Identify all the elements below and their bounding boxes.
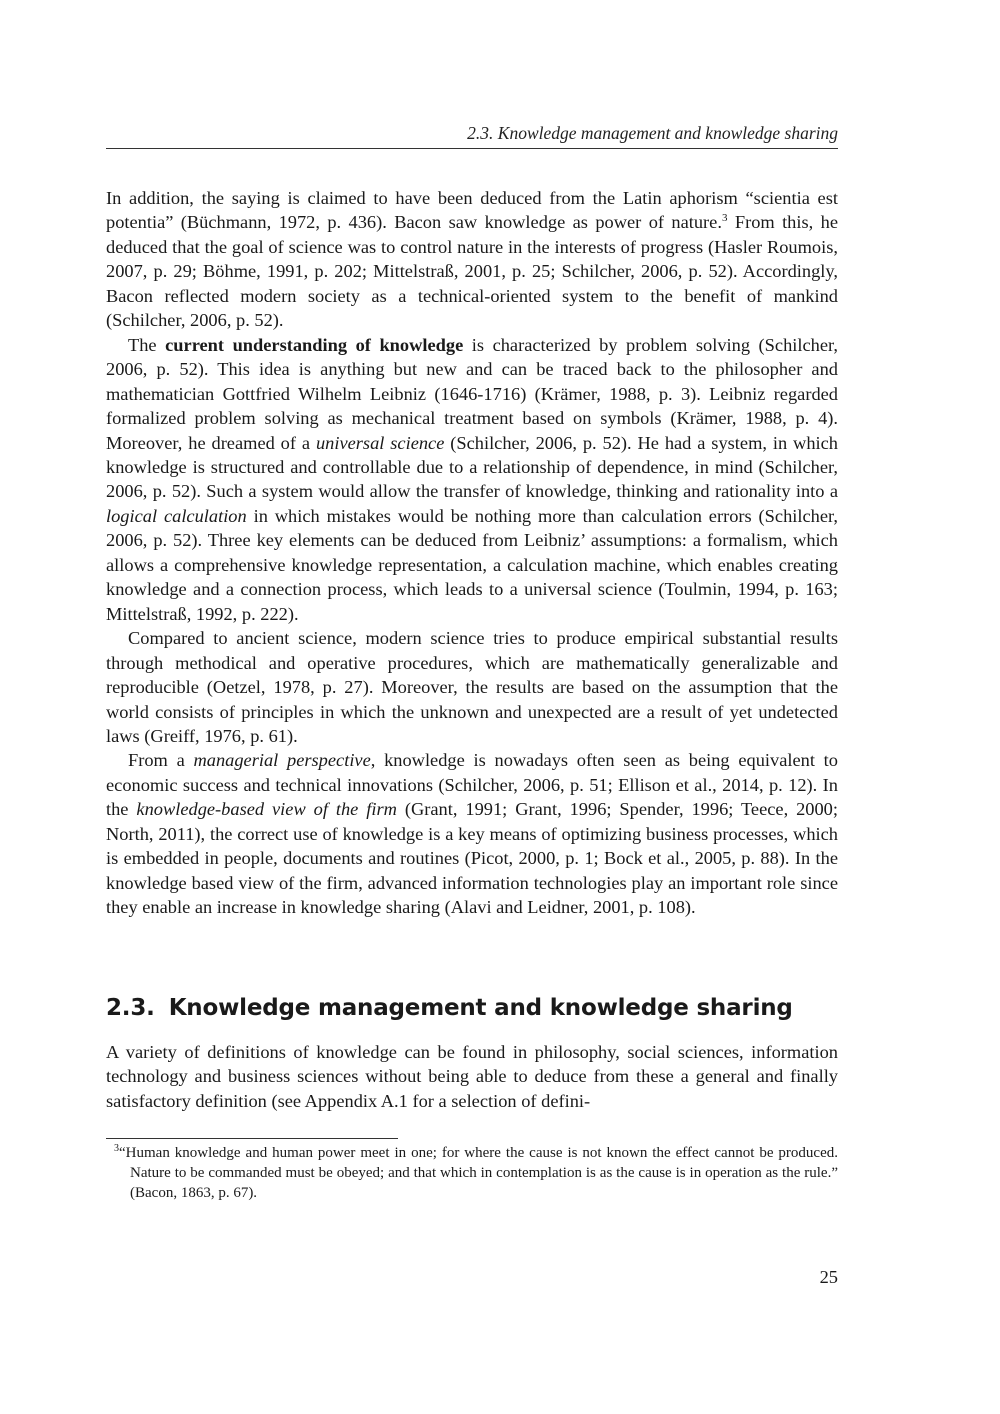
bold-term-current-understanding: current understanding of knowledge	[165, 334, 464, 355]
paragraph-bacon-text-b: From this, he deduced that the goal of science was to control nature in the interests of progress (Hasler Roumois, 2007, p. 29; Böhme, 1991, p. 202; Mittelstraß, 2001, p. 25; Schilcher, 2006, p. 52). Accordingly, Bacon reflected modern society as a technical-oriented system to the benefit of mankind (Schilcher, 2006, p. 52).	[106, 212, 838, 331]
footnote-rule	[106, 1138, 398, 1139]
italic-term-logical-calculation: logical calculation	[106, 505, 247, 526]
paragraph-current-understanding	[106, 333, 838, 626]
paragraph-bacon	[106, 186, 838, 333]
body-text	[106, 186, 838, 920]
italic-term-managerial-perspective: managerial perspective	[193, 750, 371, 771]
section-heading	[106, 993, 838, 1023]
footnote-reference[interactable]: 3	[721, 212, 728, 225]
footnote-item	[114, 1143, 838, 1203]
section-title: Knowledge management and knowledge sharing	[168, 995, 793, 1021]
paragraph-bacon-text-a: In addition, the saying is claimed to have been deduced from the Latin aphorism “scientia est potentia” (Büchmann, 1972, p. 436). Bacon saw knowledge as power of nature.	[106, 188, 838, 233]
paragraph-managerial-text-a: From a	[128, 750, 194, 771]
footnote	[114, 1143, 838, 1203]
paragraph-current-understanding-text-d: in which mistakes would be nothing more than calculation errors (Schilcher, 2006, p. 52). Three key elements can be deduced from Leibniz’ assumptions: a formalism, which allows a comprehensive knowledge representation, a calculation machine, which enables creating knowledge and a connection process, which leads to a universal science (Toulmin, 1994, p. 163; Mittelstraß, 1992, p. 222).	[106, 505, 838, 624]
paragraph-current-understanding-text-b: is characterized by problem solving (Schilcher, 2006, p. 52). This idea is anything but new and can be traced back to the philosopher and mathematician Gottfried Wilhelm Leibniz (1646-1716) (Krämer, 1988, p. 3). Leibniz regarded formalized problem solving as mechanical treatment based on symbols (Krämer, 1988, p. 4). Moreover, he dreamed of a	[106, 334, 838, 453]
running-header: 2.3. Knowledge management and knowledge sharing	[467, 123, 838, 143]
paragraph-modern-science: Compared to ancient science, modern science tries to produce empirical substantial results through methodical and operative procedures, which are mathematically generalizable and reproducible (Oetzel, 1978, p. 27). Moreover, the results are based on the assumption that the world consists of principles in which the unknown and unexpected are a result of yet undetected laws (Greiff, 1976, p. 61).	[106, 628, 838, 746]
header-rule	[106, 148, 838, 149]
italic-term-universal-science: universal science	[315, 432, 445, 453]
paragraph-current-understanding-text-c: (Schilcher, 2006, p. 52). He had a system, in which knowledge is structured and controllable due to a relationship of dependence, in mind (Schilcher, 2006, p. 52). Such a system would allow the transfer of knowledge, thinking and rationality into a	[106, 432, 838, 502]
paragraph-current-understanding-text-a: The	[128, 334, 166, 355]
paragraph-managerial-text-b: , knowledge is nowadays often seen as being equivalent to economic success and technical innovations (Schilcher, 2006, p. 51; Ellison et al., 2014, p. 12). In the	[106, 750, 838, 820]
footnote-marker: 3	[114, 1143, 119, 1154]
footnote-text: “Human knowledge and human power meet in one; for where the cause is not known the effect cannot be produced. Nature to be commanded must be obeyed; and that which in contemplation is as the cause is in operation as the rule.” (Bacon, 1863, p. 67).	[119, 1145, 838, 1201]
paragraph-definitions: A variety of definitions of knowledge can be found in philosophy, social sciences, information technology and business sciences without being able to deduce from these a general and finally satisfactory definition (see Appendix A.1 for a selection of defini-	[106, 1042, 838, 1111]
section-body	[106, 1040, 838, 1113]
paragraph-managerial-text-c: (Grant, 1991; Grant, 1996; Spender, 1996; Teece, 2000; North, 2011), the correct use of knowledge is a key means of optimizing business processes, which is embedded in people, documents and routines (Picot, 2000, p. 1; Bock et al., 2005, p. 88). In the knowledge based view of the firm, advanced information technologies play an important role since they enable an increase in knowledge sharing (Alavi and Leidner, 2001, p. 108).	[106, 799, 838, 918]
italic-term-knowledge-based-view: knowledge-based view of the firm	[136, 799, 397, 820]
page-number: 25	[819, 1267, 838, 1287]
paragraph-managerial-perspective	[106, 748, 838, 919]
section-number: 2.3.	[106, 995, 155, 1021]
